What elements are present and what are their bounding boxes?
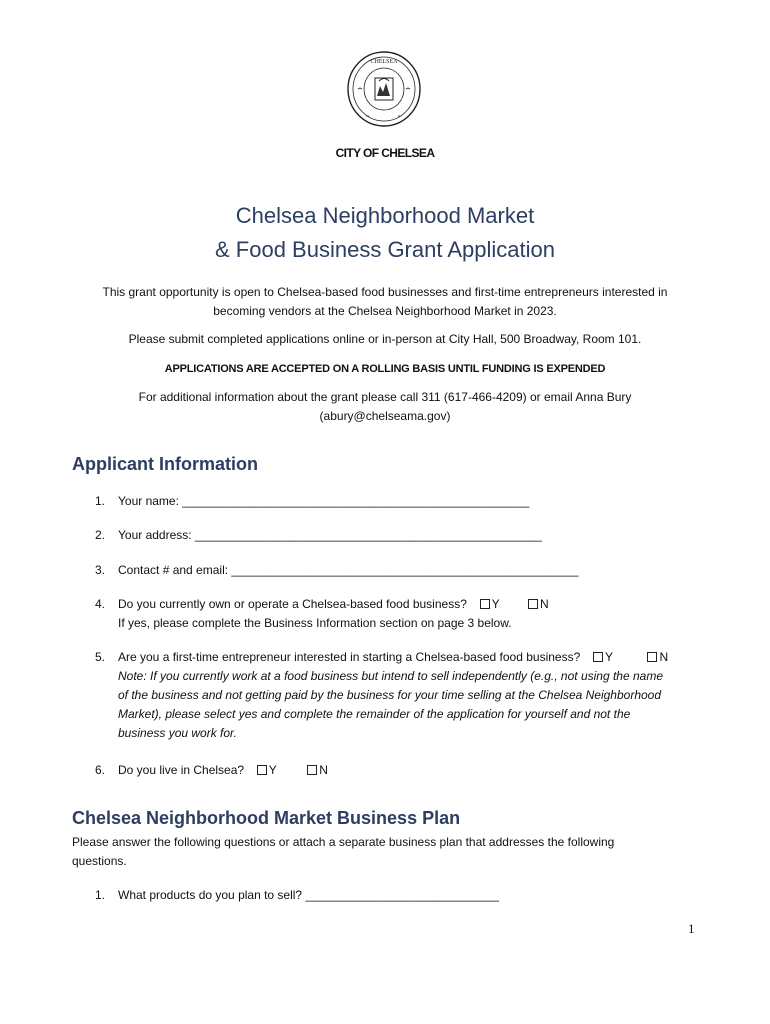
form-title-line1: Chelsea Neighborhood Market <box>235 203 535 228</box>
name-field[interactable]: Your name: ____________________________________________________ <box>118 494 530 508</box>
yes-checkbox[interactable]: Y <box>593 650 613 664</box>
checkbox-icon <box>257 765 267 775</box>
contact-line: For additional information about the grant please call 311 (617-466-4209) or email Anna Bury <box>138 390 632 404</box>
city-name: CITY OF CHELSEA <box>335 146 435 160</box>
intro-line: questions. <box>72 854 127 868</box>
note-line: of the business and not getting paid by the business for your time selling at the Chelsea Neighborhood <box>118 688 662 702</box>
city-seal-logo <box>346 50 422 128</box>
intro-paragraph <box>70 283 700 321</box>
question-number: 1. <box>95 888 106 902</box>
intro-line: Please answer the following questions or attach a separate business plan that addresses the following <box>72 835 615 849</box>
checkbox-icon <box>647 652 657 662</box>
checkbox-icon <box>307 765 317 775</box>
rolling-basis-notice: APPLICATIONS ARE ACCEPTED ON A ROLLING BASIS UNTIL FUNDING IS EXPENDED <box>164 363 606 375</box>
question-text: Do you live in Chelsea? <box>118 763 245 777</box>
page-number: 1 <box>688 921 695 936</box>
note-line: business you work for. <box>118 726 237 740</box>
applicant-information-heading: Applicant Information <box>72 454 258 474</box>
yes-checkbox[interactable]: Y <box>257 763 277 777</box>
question-text: Are you a first-time entrepreneur interested in starting a Chelsea-based food business? <box>118 650 581 664</box>
svg-text:CHELSEA: CHELSEA <box>370 59 398 65</box>
no-checkbox[interactable]: N <box>528 597 549 611</box>
products-field[interactable]: What products do you plan to sell? _____________________________ <box>118 888 499 902</box>
yes-checkbox[interactable]: Y <box>480 597 500 611</box>
note-line: Note: If you currently work at a food business but intend to sell independently (e.g., not using the name <box>118 669 663 683</box>
checkbox-icon <box>480 599 490 609</box>
contact-email: (abury@chelseama.gov) <box>319 409 451 423</box>
question-number: 4. <box>95 597 106 611</box>
question-number: 5. <box>95 650 106 664</box>
question-number: 2. <box>95 528 106 542</box>
contact-field[interactable]: Contact # and email: ____________________________________________________ <box>118 563 579 577</box>
intro-line: becoming vendors at the Chelsea Neighborhood Market in 2023. <box>213 304 557 318</box>
question-number: 6. <box>95 763 106 777</box>
business-plan-heading: Chelsea Neighborhood Market Business Plan <box>72 808 461 828</box>
note-line: Market), please select yes and complete the remainder of the application for yourself and not the <box>118 707 631 721</box>
contact-info <box>70 388 700 426</box>
question-number: 3. <box>95 563 106 577</box>
checkbox-icon <box>528 599 538 609</box>
business-plan-intro <box>72 833 692 871</box>
no-checkbox[interactable]: N <box>307 763 328 777</box>
question-text: Do you currently own or operate a Chelsea-based food business? <box>118 597 467 611</box>
form-title-line2: & Food Business Grant Application <box>215 237 555 262</box>
question-number: 1. <box>95 494 106 508</box>
checkbox-icon <box>593 652 603 662</box>
address-field[interactable]: Your address: ____________________________________________________ <box>118 528 542 542</box>
submission-instructions: Please submit completed applications online or in-person at City Hall, 500 Broadway, Room 101. <box>128 332 642 346</box>
no-checkbox[interactable]: N <box>647 650 668 664</box>
intro-line: This grant opportunity is open to Chelsea-based food businesses and first-time entrepreneurs interested in <box>102 285 668 299</box>
question-subtext: If yes, please complete the Business Information section on page 3 below. <box>118 616 512 630</box>
